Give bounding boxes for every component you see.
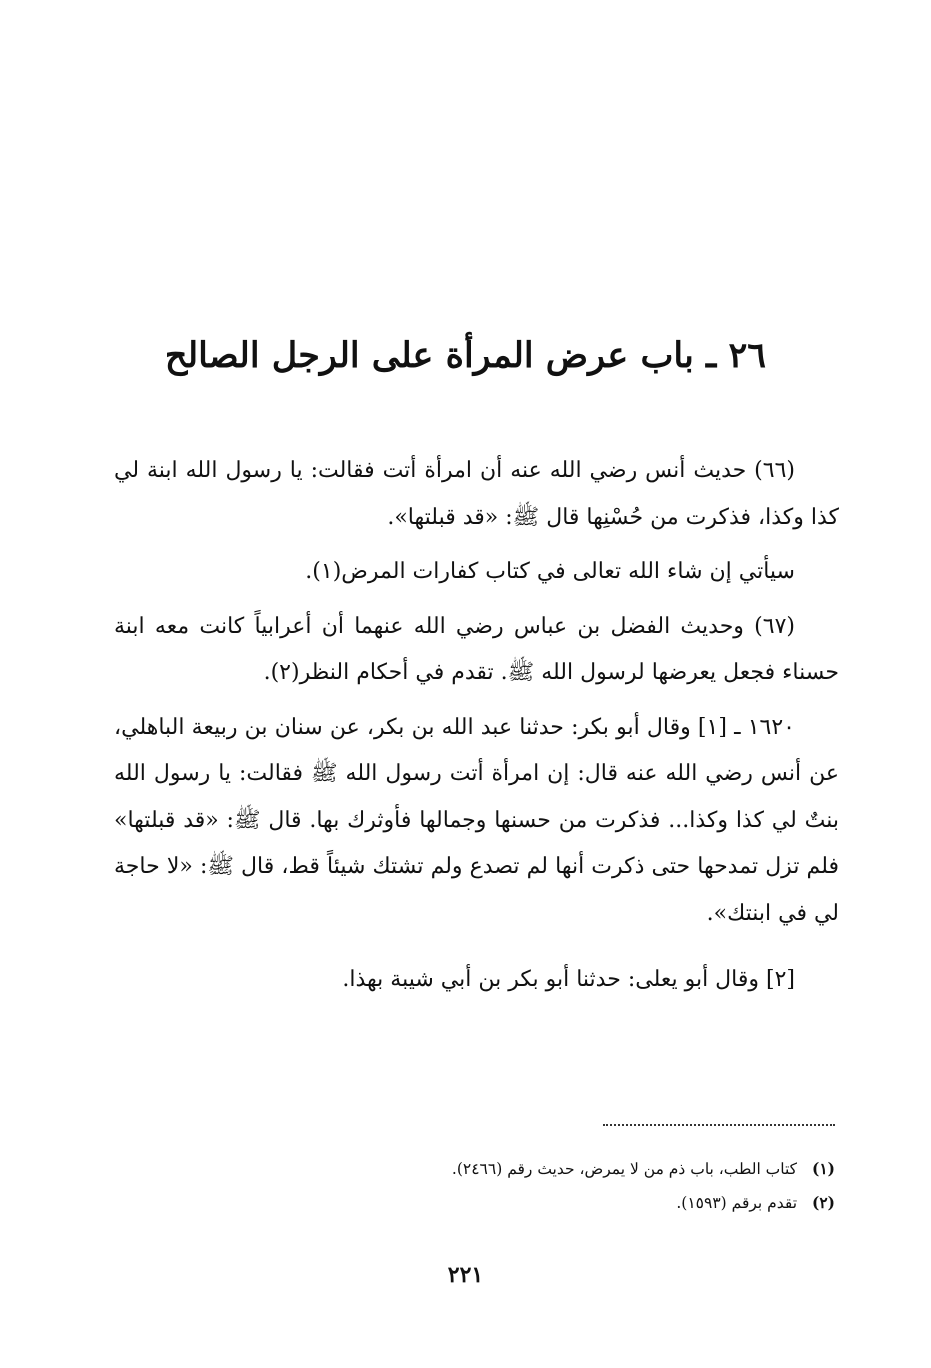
- footnote-divider: [603, 1124, 835, 1126]
- footnote-number: (١): [811, 1159, 835, 1178]
- footnotes: [114, 1152, 835, 1220]
- paragraph-cross-reference: سيأتي إن شاء الله تعالى في كتاب كفارات المرض(١).: [305, 559, 795, 584]
- footnote-number: (٢): [811, 1193, 835, 1212]
- paragraph-hadith-66: (٦٦) حديث أنس رضي الله عنه أن امرأة أتت فقالت: يا رسول الله ابنة لي كذا وكذا، فذكرت من حُسْنِها قال ﷺ: «قد قبلتها».: [114, 458, 839, 530]
- paragraph-hadith-1620: ١٦٢٠ ـ [١] وقال أبو بكر: حدثنا عبد الله بن بكر، عن سنان بن ربيعة الباهلي، عن أنس رضي الله عنه قال: إن امرأة أتت رسول الله ﷺ فقالت: يا رسول الله بنتٌ لي كذا وكذا... فذكرت من حسنها وجمالها فأوثرك بها. قال ﷺ: «قد قبلتها» فلم تزل تمدحها حتى ذكرت أنها لم تصدع ولم تشتك شيئاً قط، قال ﷺ: «لا حاجة لي في ابنتك».: [114, 714, 839, 926]
- footnote-item: [114, 1186, 835, 1220]
- footnote-text: تقدم برقم (١٥٩٣).: [676, 1194, 798, 1212]
- chapter-title: ٢٦ ـ باب عرض المرأة على الرجل الصالح: [164, 335, 767, 376]
- footnote-item: [114, 1152, 835, 1186]
- paragraph-hadith-67: (٦٧) وحديث الفضل بن عباس رضي الله عنهما أن أعرابياً كانت معه ابنة حسناء فجعل يعرضها لرسول الله ﷺ. تقدم في أحكام النظر(٢).: [114, 613, 839, 685]
- footnote-text: كتاب الطب، باب ذم من لا يمرض، حديث رقم (٢٤٦٦).: [451, 1160, 798, 1178]
- main-text: [114, 448, 839, 1012]
- paragraph-abu-yala: [٢] وقال أبو يعلى: حدثنا أبو بكر بن أبي شيبة بهذا.: [342, 967, 795, 992]
- page-number: ٢٢١: [447, 1262, 484, 1288]
